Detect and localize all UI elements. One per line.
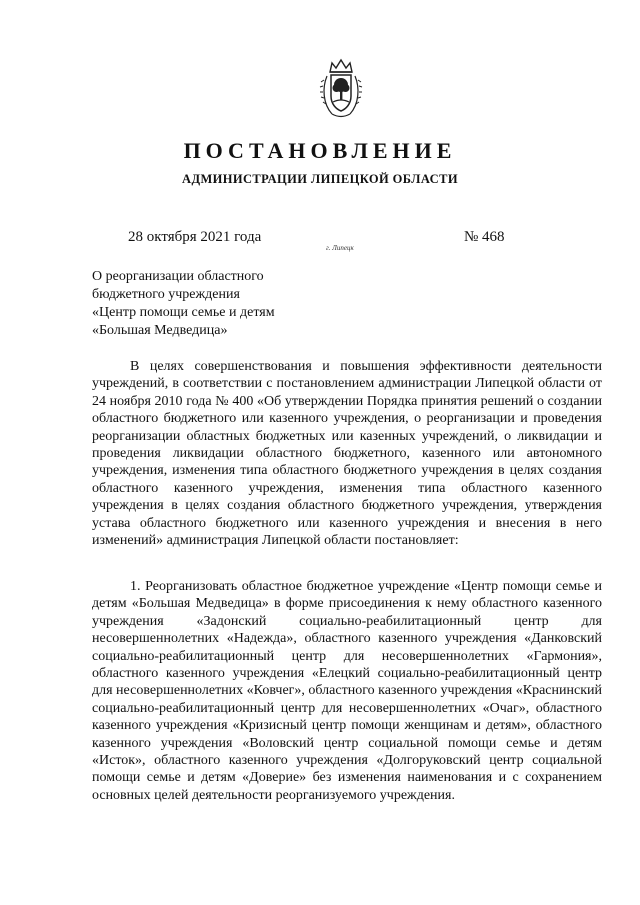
heading-line: О реорганизации областного xyxy=(92,269,264,284)
document-title: ПОСТАНОВЛЕНИЕ xyxy=(183,138,457,163)
heading-line: «Большая Медведица» xyxy=(92,323,228,338)
document-subtitle: АДМИНИСТРАЦИИ ЛИПЕЦКОЙ ОБЛАСТИ xyxy=(182,172,458,186)
heading-line: «Центр помощи семье и детям xyxy=(92,305,275,320)
document-number: № 468 xyxy=(464,229,505,245)
document-heading xyxy=(92,268,352,340)
body-paragraph-item-1 xyxy=(92,578,602,804)
paragraph-text: 1. Реорганизовать областное бюджетное учреждение «Центр помощи семье и детям «Большая Медведица» в форме присоединения к нему областного казенного учреждения «Задонский социально-реабилитационный центр для несовершеннолетних «Надежда», областного казенного учреждения «Данковский социально-реабилитационный центр для несовершеннолетних «Гармония», областного казенного учреждения «Елецкий социально-реабилитационный центр для несовершеннолетних «Ковчег», областного казенного учреждения «Краснинский социально-реабилитационный центр для несовершеннолетних «Очаг», областного казенного учреждения «Кризисный центр помощи женщинам и детям», областного казенного учреждения «Воловский центр социальной помощи семье и детям «Исток», областного казенного учреждения «Долгоруковский центр социальной помощи семье и детям «Доверие» без изменения наименования и с сохранением основных целей деятельности реорганизуемого учреждения. xyxy=(92,579,602,803)
body-paragraph-preamble xyxy=(92,358,602,549)
coat-of-arms-icon xyxy=(318,58,364,120)
document-city: г. Липецк xyxy=(326,244,354,252)
heading-line: бюджетного учреждения xyxy=(92,287,240,302)
paragraph-text: В целях совершенствования и повышения эффективности деятельности учреждений, в соответствии с постановлением администрации Липецкой области от 24 ноября 2010 года № 400 «Об утверждении Порядка принятия решений о создании областного бюджетного или казенного учреждения, о реорганизации и проведения реорганизации областных бюджетных или казенных учреждений, о ликвидации и проведения ликвидации областного бюджетного, казенного или автономного учреждения, изменения типа областного бюджетного учреждения в целях создания областного казенного учреждения, изменения типа областного казенного учреждения в целях создания областного бюджетного учреждения, утверждения устава областного бюджетного или казенного учреждения и внесения в него изменений» администрация Липецкой области постановляет: xyxy=(92,359,602,549)
document-date: 28 октября 2021 года xyxy=(128,229,262,245)
